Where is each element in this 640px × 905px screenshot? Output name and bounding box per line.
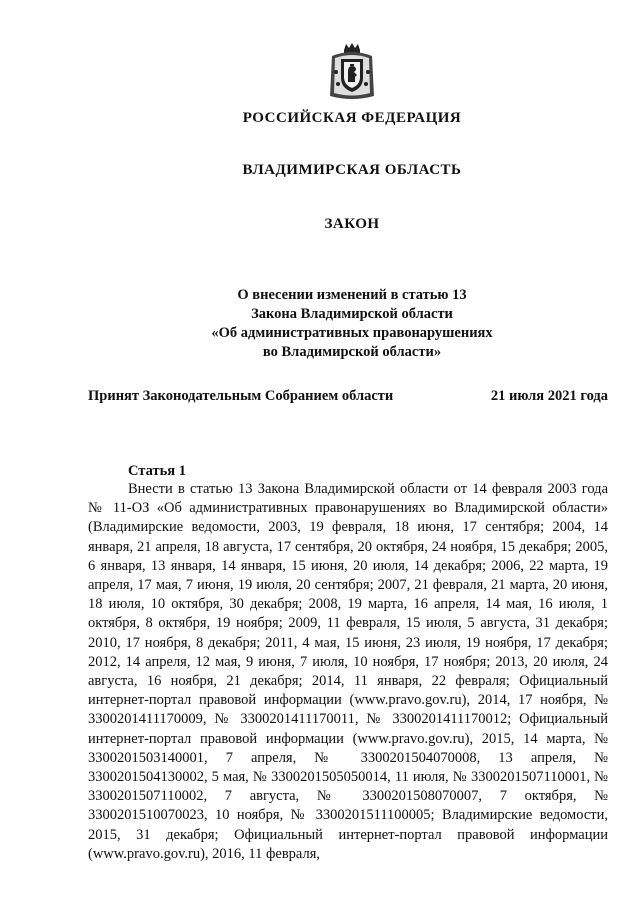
article-body	[88, 480, 608, 864]
law-title	[60, 286, 640, 362]
adoption-label: Принят Законодательным Собранием области	[88, 388, 394, 404]
adoption-line	[88, 388, 608, 405]
law-title-line: во Владимирской области»	[262, 344, 442, 360]
adoption-date: 21 июля 2021 года	[490, 388, 608, 404]
region-heading: ВЛАДИМИРСКАЯ ОБЛАСТЬ	[242, 162, 462, 178]
law-title-line: О внесении изменений в статью 13	[237, 287, 467, 303]
law-title-line: «Об административных правонарушениях	[211, 325, 493, 341]
coat-of-arms-icon	[326, 42, 378, 102]
article-heading: Статья 1	[128, 463, 186, 479]
document-type-heading: ЗАКОН	[324, 216, 380, 232]
article-text: Внести в статью 13 Закона Владимирской области от 14 февраля 2003 года № 11-ОЗ «Об административных правонарушениях во Владимирской области» (Владимирские ведомости, 2003, 19 февраля, 18 июня, 17 сентября; 2004, 14 января, 21 апреля, 18 августа, 17 сентября, 20 октября, 24 ноября, 15 декабря; 2005, 6 января, 13 января, 14 января, 15 июня, 20 июля, 14 декабря; 2006, 22 марта, 19 апреля, 17 мая, 7 июня, 19 июля, 20 сентября; 2007, 21 февраля, 21 марта, 20 июня, 18 июля, 10 октября, 30 декабря; 2008, 19 марта, 16 апреля, 14 мая, 16 июля, 1 октября, 8 октября, 19 ноября; 2009, 11 февраля, 15 июля, 5 августа, 31 декабря; 2010, 17 ноября, 8 декабря; 2011, 4 мая, 15 июня, 23 июля, 19 ноября, 17 декабря; 2012, 14 апреля, 12 мая, 9 июня, 7 июля, 10 ноября, 17 ноября; 2013, 20 июля, 24 августа, 16 ноября, 21 декабря; 2014, 11 января, 22 февраля; Официальный интернет-портал правовой информации (www.pravo.gov.ru), 2014, 17 ноября, № 3300201411170009, № 3300201411170011, № 3300201411170012; Официальный интернет-портал правовой информации (www.pravo.gov.ru), 2015, 14 марта, № 3300201503140001, 7 апреля, № 3300201504070008, 13 апреля, № 3300201504130002, 5 мая, № 3300201505050014, 11 июля, № 3300201507110001, № 3300201507110002, 7 августа, № 3300201508070007, 7 октября, № 3300201510070023, 10 ноября, № 3300201511100005; Владимирские ведомости, 2015, 31 декабря; Официальный интернет-портал правовой информации (www.pravo.gov.ru), 2016, 11 февраля,	[88, 481, 608, 862]
law-title-line: Закона Владимирской области	[251, 306, 453, 322]
country-heading: РОССИЙСКАЯ ФЕДЕРАЦИЯ	[242, 110, 462, 126]
